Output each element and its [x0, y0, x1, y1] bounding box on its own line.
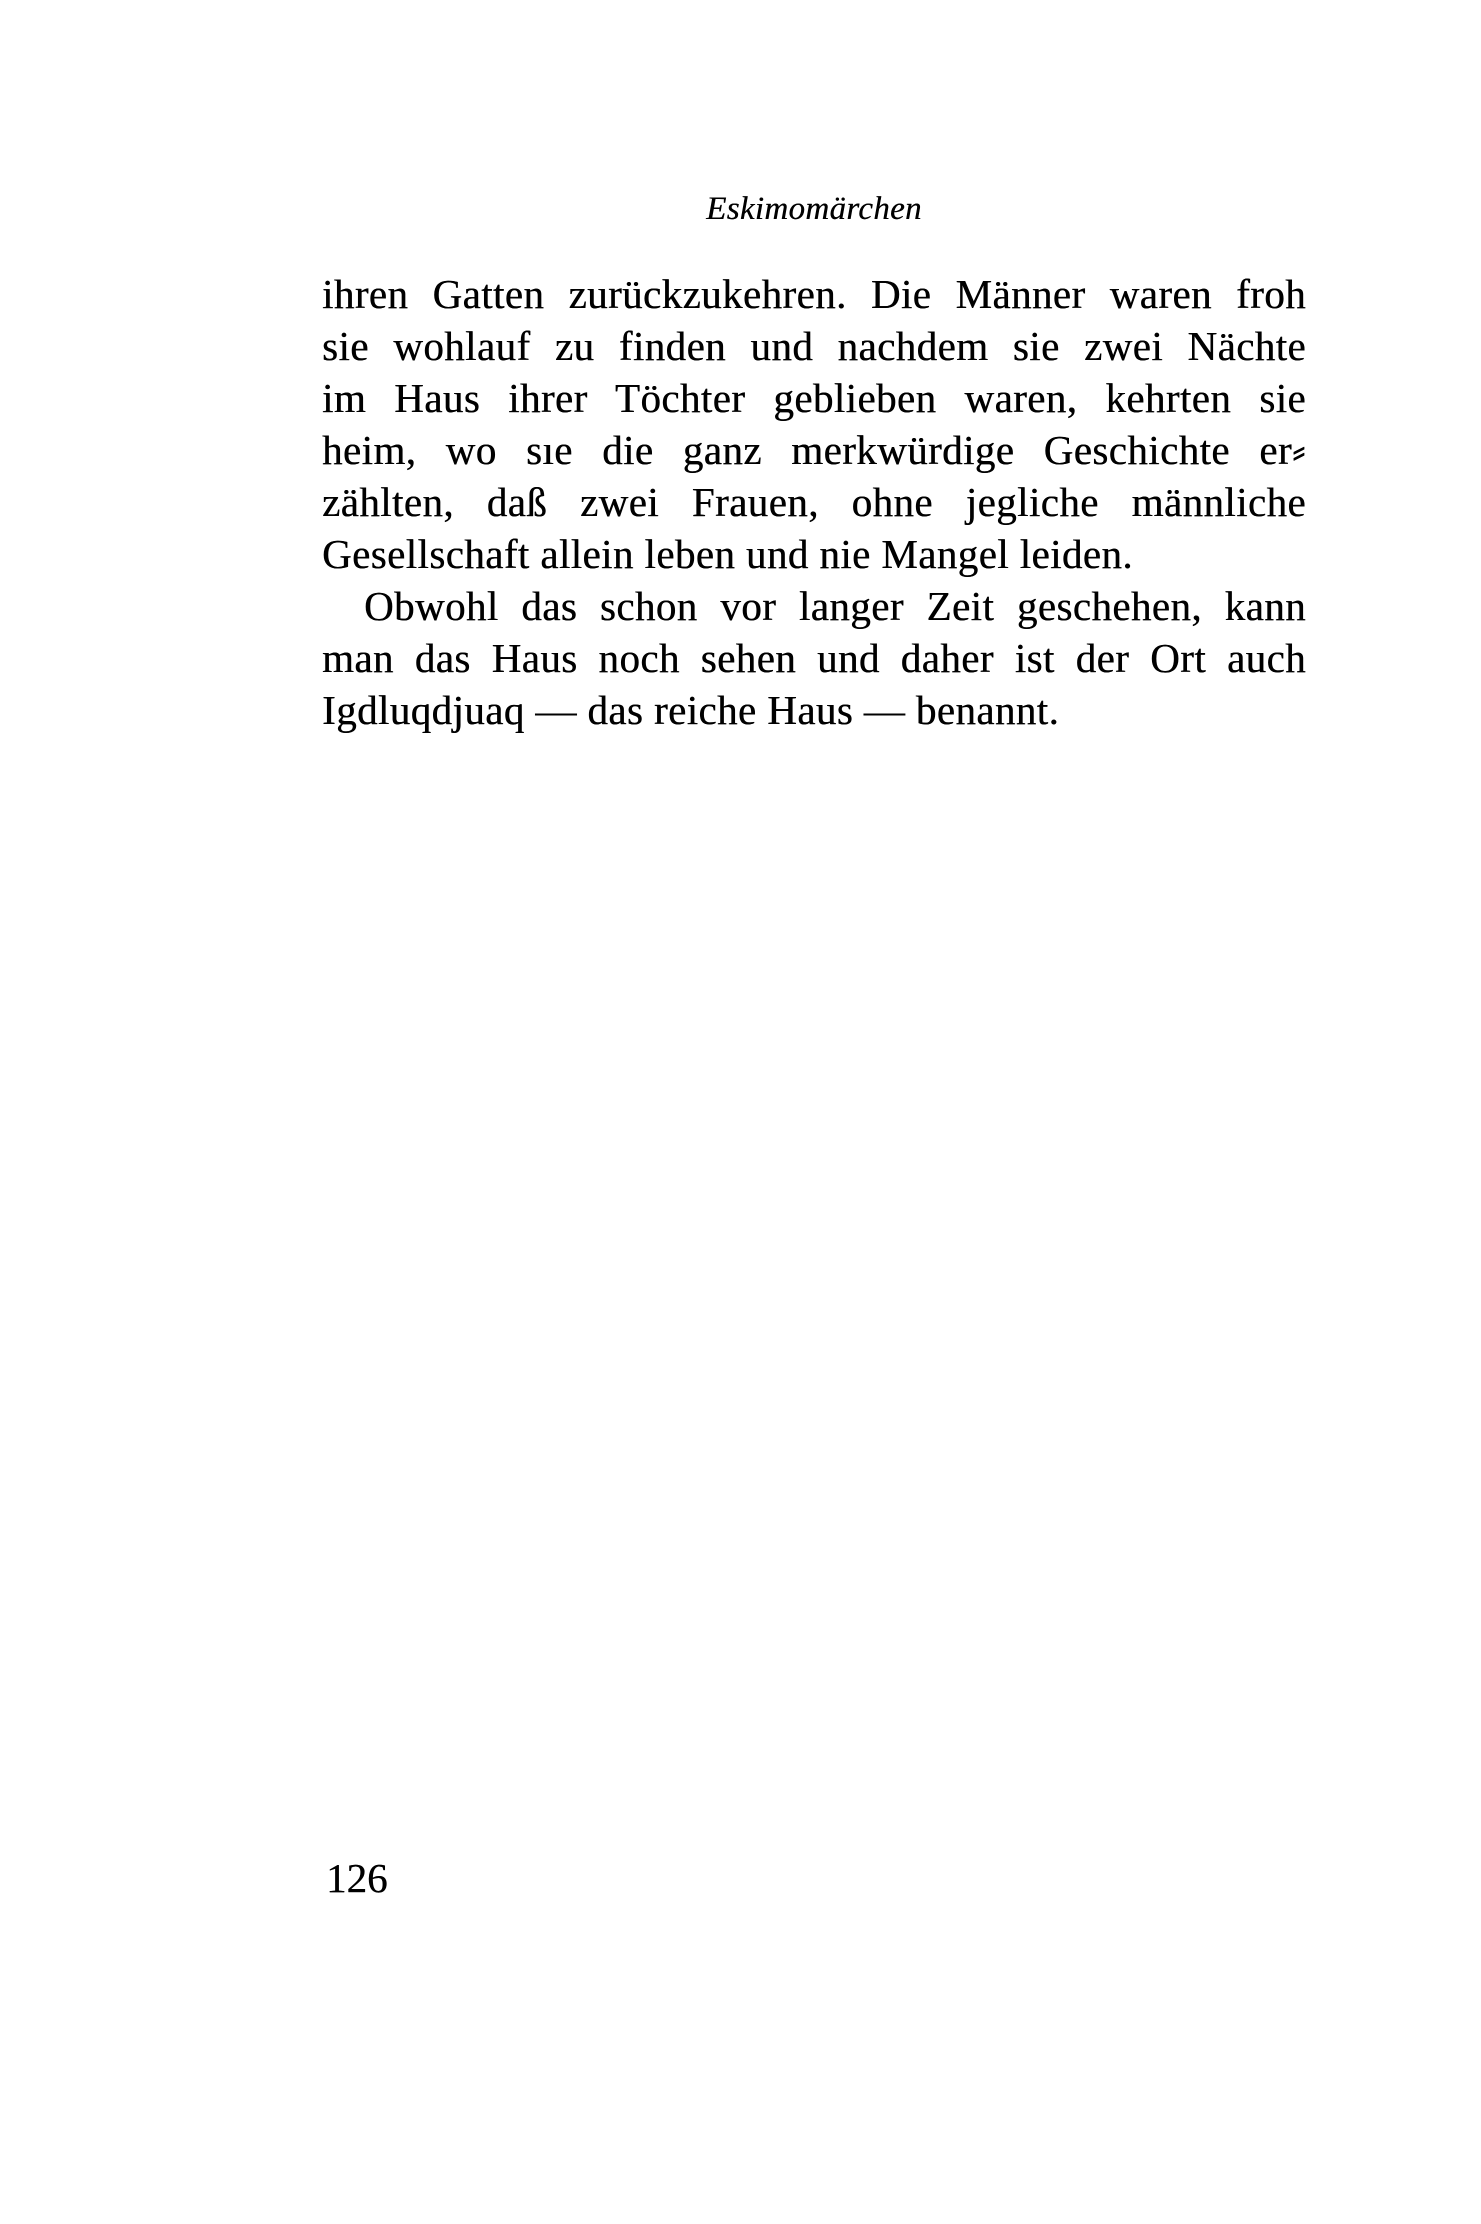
text-line: im Haus ihrer Töchter geblieben waren, kehrten sie	[322, 375, 1306, 421]
text-line: Obwohl das schon vor langer Zeit geschehen, kann	[364, 583, 1306, 629]
page-number: 126	[326, 1855, 388, 1901]
text-line: ihren Gatten zurückzukehren. Die Männer waren froh	[322, 271, 1306, 317]
text-line: man das Haus noch sehen und daher ist der Ort auch	[322, 635, 1306, 681]
text-line: Igdluqdjuaq — das reiche Haus — benannt.	[322, 687, 1060, 733]
text-line: Gesellschaft allein leben und nie Mangel leiden.	[322, 531, 1133, 577]
running-header: Eskimomärchen	[706, 191, 922, 227]
text-line: sie wohlauf zu finden und nachdem sie zwei Nächte	[322, 323, 1306, 369]
text-line: zählten, daß zwei Frauen, ohne jegliche männliche	[322, 479, 1306, 525]
text-line: heim, wo sıe die ganz merkwürdige Geschichte er⸗	[322, 427, 1306, 473]
paragraph-1	[322, 268, 1306, 580]
paragraph-2	[322, 580, 1306, 736]
body-text	[322, 268, 1306, 736]
